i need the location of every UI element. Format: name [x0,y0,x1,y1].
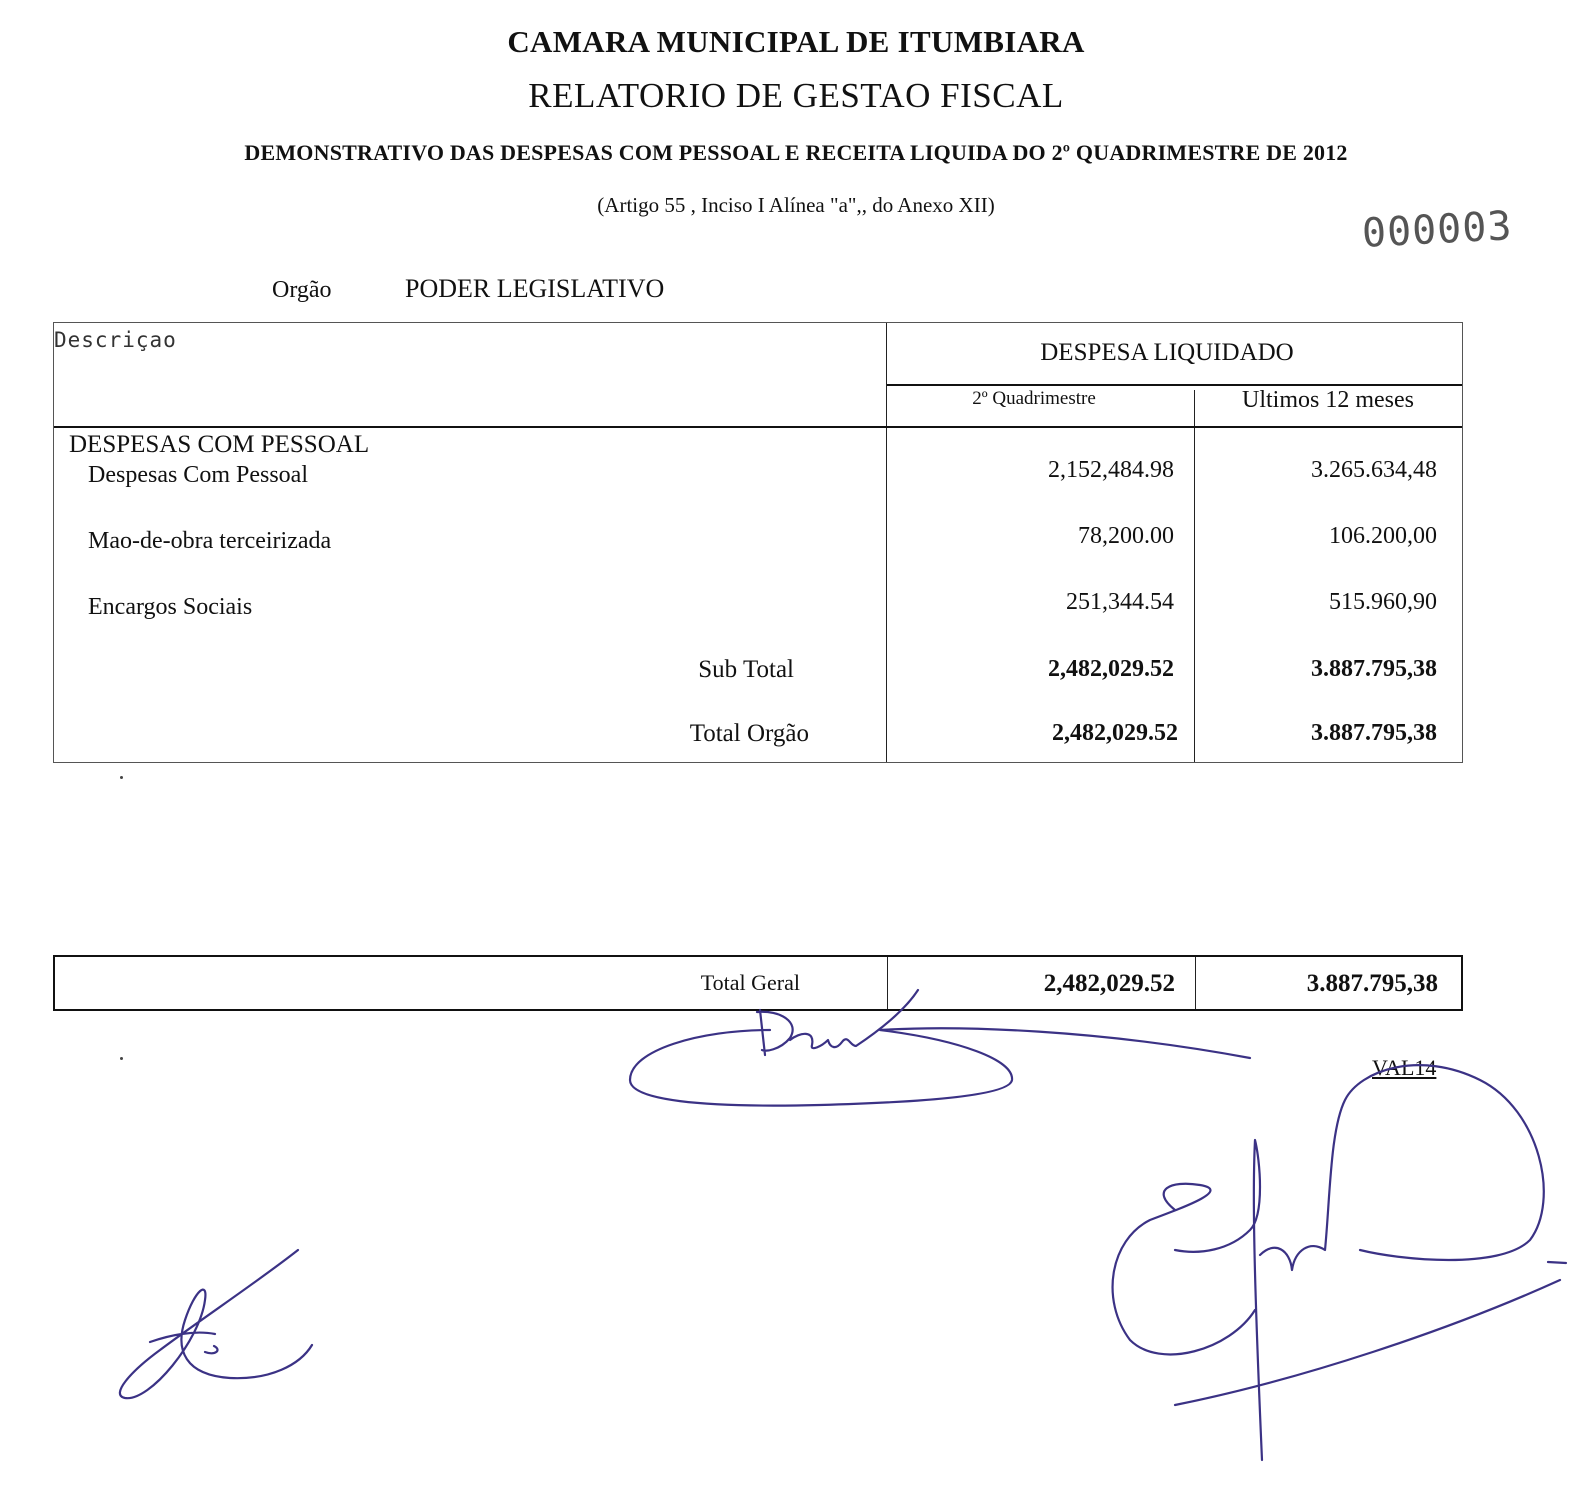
row-q2-value: 78,200.00 [1078,523,1174,549]
statement-title: DEMONSTRATIVO DAS DESPESAS COM PESSOAL E RECEITA LIQUIDA DO 2º QUADRIMESTRE DE 2012 [244,140,1348,165]
description-header: Descriçao [54,328,177,352]
section-heading: DESPESAS COM PESSOAL [69,431,370,458]
quadrimester-header: 2º Quadrimestre [972,388,1096,409]
subtotal-last12-value: 3.887.795,38 [1311,656,1437,682]
grand-total-last12-value: 3.887.795,38 [1306,970,1438,997]
grand-total-q2-value: 2,482,029.52 [1043,970,1175,997]
row-q2-value: 251,344.54 [1066,589,1174,615]
legal-reference: (Artigo 55 , Inciso I Alínea "a",, do Anexo XII) [597,193,995,217]
organ-label: Orgão [272,277,332,303]
signature-mark [757,990,918,1055]
page-number-stamp: 000003 [1360,203,1514,257]
subtotal-q2-value: 2,482,029.52 [1048,656,1174,682]
signature-left [120,1250,312,1398]
signature-right [1113,1065,1560,1460]
total-organ-label: Total Orgão [689,720,809,747]
row-q2-value: 2,152,484.98 [1048,457,1174,483]
total-organ-q2-value: 2,482,029.52 [1052,720,1178,746]
row-label: Mao-de-obra terceirizada [88,528,332,554]
row-label: Despesas Com Pessoal [88,462,308,488]
grand-total-label: Total Geral [700,970,800,995]
report-title: RELATORIO DE GESTAO FISCAL [528,76,1064,115]
signature-loop [630,1028,1250,1105]
expense-group-header: DESPESA LIQUIDADO [1040,339,1294,366]
row-last12-value: 106.200,00 [1329,523,1437,549]
institution-title: CAMARA MUNICIPAL DE ITUMBIARA [507,24,1085,59]
footer-code: VAL14 [1372,1055,1437,1080]
row-last12-value: 3.265.634,48 [1311,457,1437,483]
row-label: Encargos Sociais [88,594,253,620]
subtotal-label: Sub Total [698,656,794,683]
last-12-months-header: Ultimos 12 meses [1242,387,1414,413]
total-organ-last12-value: 3.887.795,38 [1311,720,1437,746]
signature-dash [1548,1262,1566,1263]
row-last12-value: 515.960,90 [1329,589,1437,615]
organ-value: PODER LEGISLATIVO [405,274,665,303]
